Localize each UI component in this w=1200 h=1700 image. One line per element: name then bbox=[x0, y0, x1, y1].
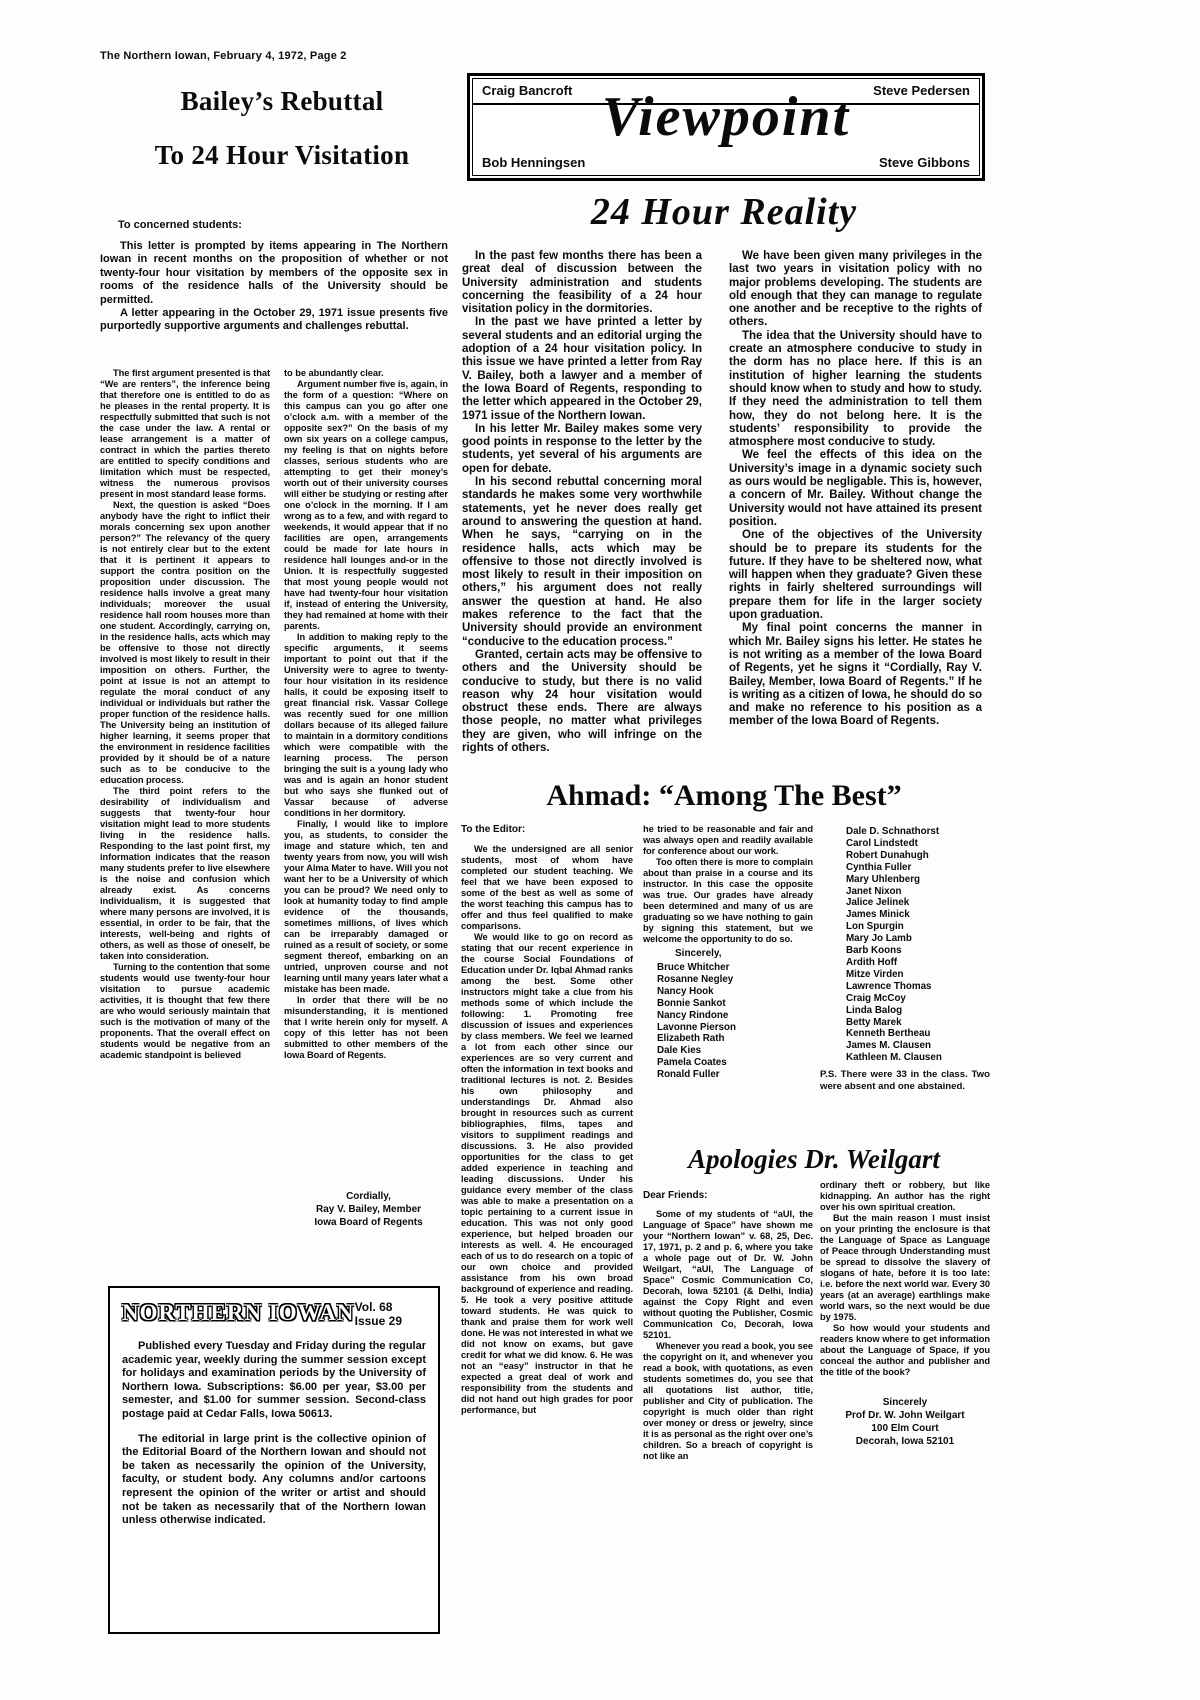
letter-paragraph: Whenever you read a book, you see the copyright on it, and whenever you read a book, with quotations, as even students sometimes do, you see that all quotations list author, title, publisher and City of publication. The copyright is much older than right over money or dress or jewelry, since it is as personal as the right over one’s children. So a breach of copyright is not like an bbox=[643, 1341, 813, 1461]
viewpoint-editor-bottom-left: Bob Henningsen bbox=[482, 155, 586, 170]
signer-name: James Minick bbox=[846, 909, 910, 921]
signer-name: Dale D. Schnathorst bbox=[846, 826, 940, 837]
letter-paragraph: But the main reason I must insist on your printing the enclosure is that the Language of Space as Language of Peace through Understanding must be spread to dissolve the slavery of slogans of hate, before it is too late: i.e. before the next world war. Every 30 years (at an average) earthlings make world wars, so the next would be due by 1975. bbox=[820, 1213, 990, 1322]
letter-paragraph: A letter appearing in the October 29, 1971 issue presents five purportedly supportive arguments and challenges rebuttal. bbox=[100, 307, 448, 333]
editorial-paragraph: We have been given many privileges in the last two years in visitation policy with no major problems developing. The students are old enough that they can manage to regulate one another and be receptive to the rights of others. bbox=[729, 250, 982, 329]
masthead-paragraph: The editorial in large print is the collective opinion of the Editorial Board of the Northern Iowan and should not be taken as necessarily the opinion of the University, faculty, or student body. Any columns and/or cartoons represent the opinion of the writer or artist and should not be taken as necessarily that of the Northern Iowan unless otherwise indicated. bbox=[122, 1432, 426, 1527]
weilgart-headline: Apologies Dr. Weilgart bbox=[688, 1144, 940, 1174]
signature-line: Decorah, Iowa 52101 bbox=[855, 1436, 955, 1447]
ahmad-headline: Ahmad: “Among The Best” bbox=[546, 779, 902, 812]
letter-paragraph: In addition to making reply to the specific arguments, it seems important to point out that if the University were to agree to twenty-four hour visitation in its residence halls, it could be exposing itself to great financial risk. Vassar College was recently sued for one million dollars because of its alleged failure to maintain in a dormitory conditions which were compatible with the learning process. The person bringing the suit is a young lady who was and is again an honor student but who says she flunked out of Vassar because of adverse conditions in her dormitory. bbox=[284, 632, 448, 818]
ahmad-salutation: To the Editor: bbox=[461, 824, 526, 835]
signer-name: Bonnie Sankot bbox=[657, 997, 726, 1009]
signer-name: Lon Spurgin bbox=[846, 921, 904, 933]
signature-line: Prof Dr. W. John Weilgart bbox=[845, 1410, 965, 1421]
masthead-statement bbox=[122, 1340, 426, 1528]
weilgart-salutation: Dear Friends: bbox=[643, 1190, 708, 1201]
signer-name: Pamela Coates bbox=[657, 1057, 727, 1069]
signer-name: Ronald Fuller bbox=[657, 1069, 720, 1081]
letter-paragraph: to be abundantly clear. bbox=[284, 368, 384, 378]
signer-name: Linda Balog bbox=[846, 1004, 903, 1016]
letter-paragraph: Turning to the contention that some students would use twenty-four hour visitation to pursue academic activities, it is thought that few there are who would seriously maintain that such is the motivation of many of the proponents. That the overall effect on students would be negative from an academic standpoint is believed bbox=[100, 962, 270, 1060]
letter-paragraph: Argument number five is, again, in the form of a question: “Where on this campus can you go after one o’clock a.m. with a member of the opposite sex?” On the basis of my own six years on a college campus, my feeling is that on nights before classes, serious students who are attempting to get their money’s worth out of their university courses will either be studying or resting after one o’clock in the morning. If I am wrong as to a few, and with regard to weekends, it would appear that if no facilities are open, arrangements could be made for late hours in residence hall lounges and-or in the Union. It is respectfully suggested that most young people would not have had twenty-four hour visitation if, instead of entering the University, they had remained at home with their parents. bbox=[284, 379, 448, 631]
signer-name: James M. Clausen bbox=[846, 1040, 931, 1052]
weilgart-signature bbox=[820, 1396, 990, 1448]
signer-name: Nancy Hook bbox=[657, 985, 714, 997]
letter-paragraph: ordinary theft or robbery, but like kidnapping. An author has the right over his own spiritual creation. bbox=[820, 1180, 990, 1212]
letter-paragraph: So how would your students and readers know where to get information about the Language of Space, if you conceal the author and publisher and the title of the book? bbox=[820, 1323, 990, 1377]
weilgart-letter-column-1 bbox=[643, 1209, 813, 1641]
masthead-box bbox=[108, 1286, 440, 1634]
masthead-paragraph: Published every Tuesday and Friday during the regular academic year, weekly during the summer session except for holidays and examination periods by the University of Northern Iowa. Subscriptions: $6.00 per year, $3.00 per semester, and $1.00 for summer session. Second-class postage paid at Cedar Falls, Iowa 50613. bbox=[122, 1340, 426, 1420]
signature-line: Iowa Board of Regents bbox=[314, 1217, 423, 1228]
letter-paragraph: In order that there will be no misunderstanding, it is mentioned that I write herein only for myself. A copy of this letter has not been submitted to other members of the Iowa Board of Regents. bbox=[284, 995, 448, 1060]
viewpoint-title: Viewpoint bbox=[601, 86, 851, 148]
signature-line: Ray V. Bailey, Member bbox=[315, 1204, 422, 1215]
ahmad-letter-column-2 bbox=[643, 824, 813, 1081]
signer-name: Jalice Jelinek bbox=[846, 897, 910, 909]
signer-name: Bruce Whitcher bbox=[657, 962, 730, 973]
viewpoint-masthead bbox=[467, 73, 985, 181]
signer-name: Robert Dunahugh bbox=[846, 849, 929, 861]
letter-paragraph: Some of my students of “aUI, the Language of Space” have shown me your “Northern Iowan” v. 68, 25, Dec. 17, 1971, p. 2 and p. 6, where you take a whole page out of Dr. W. John Weilgart, “aUI, The Language of Space” Cosmic Communication Co, Decorah, Iowa 52101 (& Delhi, India) against the Copy Right and even without quoting the Publisher, Cosmic Communication Co, Decorah, Iowa 52101. bbox=[643, 1209, 813, 1340]
editorial-paragraph: Granted, certain acts may be offensive to others and the University should be conducive to study, but there is no valid reason why 24 hour visitation would obstruct these ends. There are always those people, no matter what privileges they are given, who will infringe on the rights of others. bbox=[462, 648, 702, 754]
ahmad-signer-list-2 bbox=[820, 826, 990, 1064]
letter-paragraph: Finally, I would like to implore you, as students, to consider the image and stature which, ten and twenty years from now, you will wish your Alma Mater to have. Will you not want her to be a University of which you can be proud? We need only to look at humanity today to find ample evidence of the thousands, sometimes millions, of lives which can be irreparably damaged or ruined as a result of society, or some segment thereof, embarking on an untried, unproven course and not learning until many years later what a mistake has been made. bbox=[284, 819, 448, 994]
masthead-issue: Issue 29 bbox=[354, 1314, 402, 1328]
editorial-paragraph: My final point concerns the manner in which Mr. Bailey signs his letter. He states he is not writing as a member of the Iowa Board of Regents, yet he signs it “Cordially, Ray V. Bailey, Member, Iowa Board of Regents.” If he is writing as a citizen of Iowa, he should do so and make no reference to his position as a member of the Iowa Board of Regents. bbox=[729, 622, 982, 728]
signer-name: Lawrence Thomas bbox=[846, 980, 932, 992]
editorial-paragraph: One of the objectives of the University should be to prepare its students for the future. If they have to be sheltered now, what will happen when they graduate? Given these rights in fairly sheltered surroundings will prepare them for life in the larger society upon graduation. bbox=[729, 529, 982, 622]
bailey-letter-column-2 bbox=[284, 368, 448, 1186]
ahmad-letter-column-1 bbox=[461, 844, 633, 1644]
letter-paragraph: This letter is prompted by items appearing in The Northern Iowan in recent months on the proposition of whether or not twenty-four hour visitation by members of the opposite sex in rooms of the residence halls of the University should be permitted. bbox=[100, 240, 448, 306]
signer-name: Kenneth Bertheau bbox=[846, 1028, 931, 1040]
signer-name: Kathleen M. Clausen bbox=[846, 1052, 942, 1064]
bailey-headline-line2: To 24 Hour Visitation bbox=[154, 140, 410, 170]
viewpoint-editor-top-right: Steve Pedersen bbox=[873, 83, 970, 98]
editorial-paragraph: We feel the effects of this idea on the University’s image in a dynamic society such as ours would be negligable. This is, however, a concern of Mr. Bailey. Without change the University would not have attained its present position. bbox=[729, 449, 982, 528]
signer-name: Carol Lindstedt bbox=[846, 837, 918, 849]
reality-column-2 bbox=[729, 250, 982, 778]
reality-column-1 bbox=[462, 250, 702, 778]
ahmad-letter-column-3 bbox=[820, 824, 990, 1092]
viewpoint-editor-top-left: Craig Bancroft bbox=[482, 83, 573, 98]
weilgart-letter-column-2 bbox=[820, 1180, 990, 1448]
bailey-signature bbox=[289, 1190, 448, 1229]
reality-headline: 24 Hour Reality bbox=[590, 191, 858, 233]
signer-name: Mitze Virden bbox=[846, 968, 904, 980]
editorial-paragraph: In his second rebuttal concerning moral standards he makes some very worthwhile statements, yet he never does really get around to answering the question at hand. When he says, “carrying on in the residence halls, acts which may be offensive to those not directly involved is most likely to result in their imposition on others,” his argument does not really answer the question at hand. He also makes reference to the fact that the University should provide an environment “conducive to the education process.” bbox=[462, 476, 702, 648]
editorial-paragraph: In the past few months there has been a great deal of discussion between the University administration and students concerning the feasibility of a 24 hour visitation policy in the dormitories. bbox=[462, 250, 702, 316]
masthead-volume-issue bbox=[355, 1300, 426, 1328]
page-header: The Northern Iowan, February 4, 1972, Page 2 bbox=[100, 50, 347, 62]
viewpoint-inner-frame bbox=[472, 78, 980, 176]
letter-paragraph: he tried to be reasonable and fair and was always open and readily available for conference about our work. bbox=[643, 824, 813, 856]
weilgart-column-2-text bbox=[820, 1180, 990, 1378]
bailey-letter-column-1 bbox=[100, 368, 270, 1228]
ahmad-sincerely: Sincerely, bbox=[675, 948, 722, 959]
letter-paragraph: Next, the question is asked “Does anybody have the right to inflict their morals concerning sex upon another person?” The relevancy of the query is not entirely clear but to the extent that it is pertinent it appears to support the contra position on the proposition under discussion. The residence halls involve a great many individuals; moreover the usual residence hall room houses more than one student. Accordingly, carrying on, in the residence halls, acts which may be offensive to those not directly involved is most likely to result in their imposition on others. Further, the point at issue is not an attempt to regulate the moral conduct of any individual or individuals but rather the proper function of the residence halls. The University being an institution of higher learning, it seems proper that the environment in residence facilities provided by it should be of a nature such as to be conducive to the education process. bbox=[100, 500, 270, 785]
signer-name: Janet Nixon bbox=[846, 885, 902, 897]
signer-name: Mary Jo Lamb bbox=[846, 933, 912, 945]
signer-name: Craig McCoy bbox=[846, 992, 906, 1004]
bailey-salutation: To concerned students: bbox=[118, 219, 242, 231]
masthead-top-row bbox=[122, 1300, 426, 1328]
ahmad-postscript: P.S. There were 33 in the class. Two were absent and one abstained. bbox=[820, 1069, 990, 1092]
signer-name: Mary Uhlenberg bbox=[846, 873, 921, 885]
bailey-headline-line1: Bailey’s Rebuttal bbox=[180, 86, 384, 116]
signer-name: Ardith Hoff bbox=[846, 956, 898, 968]
signature-line: Sincerely bbox=[882, 1397, 928, 1408]
viewpoint-editor-bottom-right: Steve Gibbons bbox=[878, 155, 970, 170]
signer-name: Lavonne Pierson bbox=[657, 1021, 736, 1033]
northern-iowan-logo: NORTHERN IOWAN bbox=[122, 1300, 355, 1325]
signer-name: Elizabeth Rath bbox=[657, 1033, 725, 1045]
signature-line: 100 Elm Court bbox=[871, 1423, 939, 1434]
letter-paragraph: Too often there is more to complain about than praise in a course and its instructor. In this case the opposite was true. Our grades have already been determined and many of us are graduating so we have nothing to gain by signing this statement, but we welcome the opportunity to do so. bbox=[643, 857, 813, 944]
letter-paragraph: We would like to go on record as stating that our recent experience in the course Social Foundations of Education under Dr. Iqbal Ahmad ranks among the best. Some other instructors might take a clue from his methods some of which include the following: 1. Promoting free discussion of issues and experiences by class members. We feel we learned a lot from each other since our experiences are so very current and often the information in text books and traditional lectures is not. 2. Besides his own philosophy and understandings Dr. Ahmad also brought in resources such as current bibliographies, films, tapes and visitors to suppliment readings and discussions. 3. He also provided opportunities for the class to get added experience in teaching and leading discussions. Under his guidance every member of the class was able to make a presentation on a topic pertaining to a current issue in education. This was not only good experience, but helped broaden our interests as well. 4. He encouraged each of us to do research on a topic of our own choice and provided assistance from his own broad background of experience and reading. 5. He took a very positive attitude toward students. He was quick to thank and praise them for work well done. He was not interested in what we did not know on exams, but gave credit for what we did know. 6. He was not an “easy” instructor in that he expected a great deal of work and responsibility from the students and did not hand out high grades for poor performance, but bbox=[461, 932, 633, 1415]
letter-paragraph: The third point refers to the desirability of individualism and suggests that twenty-four hour visitation might lead to more students living in the residence halls. Responding to the last point first, my information indicates that the reason many students prefer to live elsewhere is the noise and confusion which already exist. As concerns individualism, it is suggested that where many persons are involved, it is essential, in order to be fair, that the interests, well-being and rights of others, as well as those of oneself, be taken into consideration. bbox=[100, 786, 270, 961]
signer-name: Dale Kies bbox=[657, 1045, 702, 1057]
bailey-letter-intro bbox=[100, 240, 448, 360]
signer-name: Rosanne Negley bbox=[657, 973, 734, 985]
signer-name: Betty Marek bbox=[846, 1016, 902, 1028]
masthead-volume: Vol. 68 bbox=[354, 1300, 393, 1314]
signer-name: Cynthia Fuller bbox=[846, 861, 912, 873]
ahmad-signer-list-1 bbox=[643, 962, 813, 1081]
signer-name: Nancy Rindone bbox=[657, 1009, 729, 1021]
letter-paragraph: We the undersigned are all senior students, most of whom have completed our student teaching. We feel that we have been exposed to some of the best as well as some of the worst teaching this campus has to offer and thus feel qualified to make comparisons. bbox=[461, 844, 633, 931]
ahmad-column-2-text bbox=[643, 824, 813, 945]
editorial-paragraph: The idea that the University should have to create an atmosphere conducive to study in the dorm has no place here. If this is an institution of higher learning the students should know when to study and how to study. If they need the administration to tell them how, they do not belong here. It is the students’ responsibility to provide the atmosphere most conducive to study. bbox=[729, 329, 982, 449]
editorial-paragraph: In his letter Mr. Bailey makes some very good points in response to the letter by the students, yet several of his arguments are open for debate. bbox=[462, 422, 702, 475]
bailey-headline bbox=[108, 86, 456, 171]
signer-name: Barb Koons bbox=[846, 945, 902, 957]
signature-line: Cordially, bbox=[346, 1191, 391, 1202]
editorial-paragraph: In the past we have printed a letter by several students and an editorial urging the adoption of a 24 hour visitation policy. In this issue we have printed a letter from Ray V. Bailey, both a lawyer and a member of the Iowa Board of Regents, responding to the letter which appeared in the October 29, 1971 issue of the Northern Iowan. bbox=[462, 316, 702, 422]
letter-paragraph: The first argument presented is that “We are renters”, the inference being that therefore one is entitled to do as he pleases in the rental property. It is respectfully submitted that such is not the case under the law. A rental or lease arrangement is a matter of contract in which the parties thereto are entitled to specify conditions and limitation which must be respected, witness the numerous provisos present in most standard lease forms. bbox=[100, 368, 270, 499]
